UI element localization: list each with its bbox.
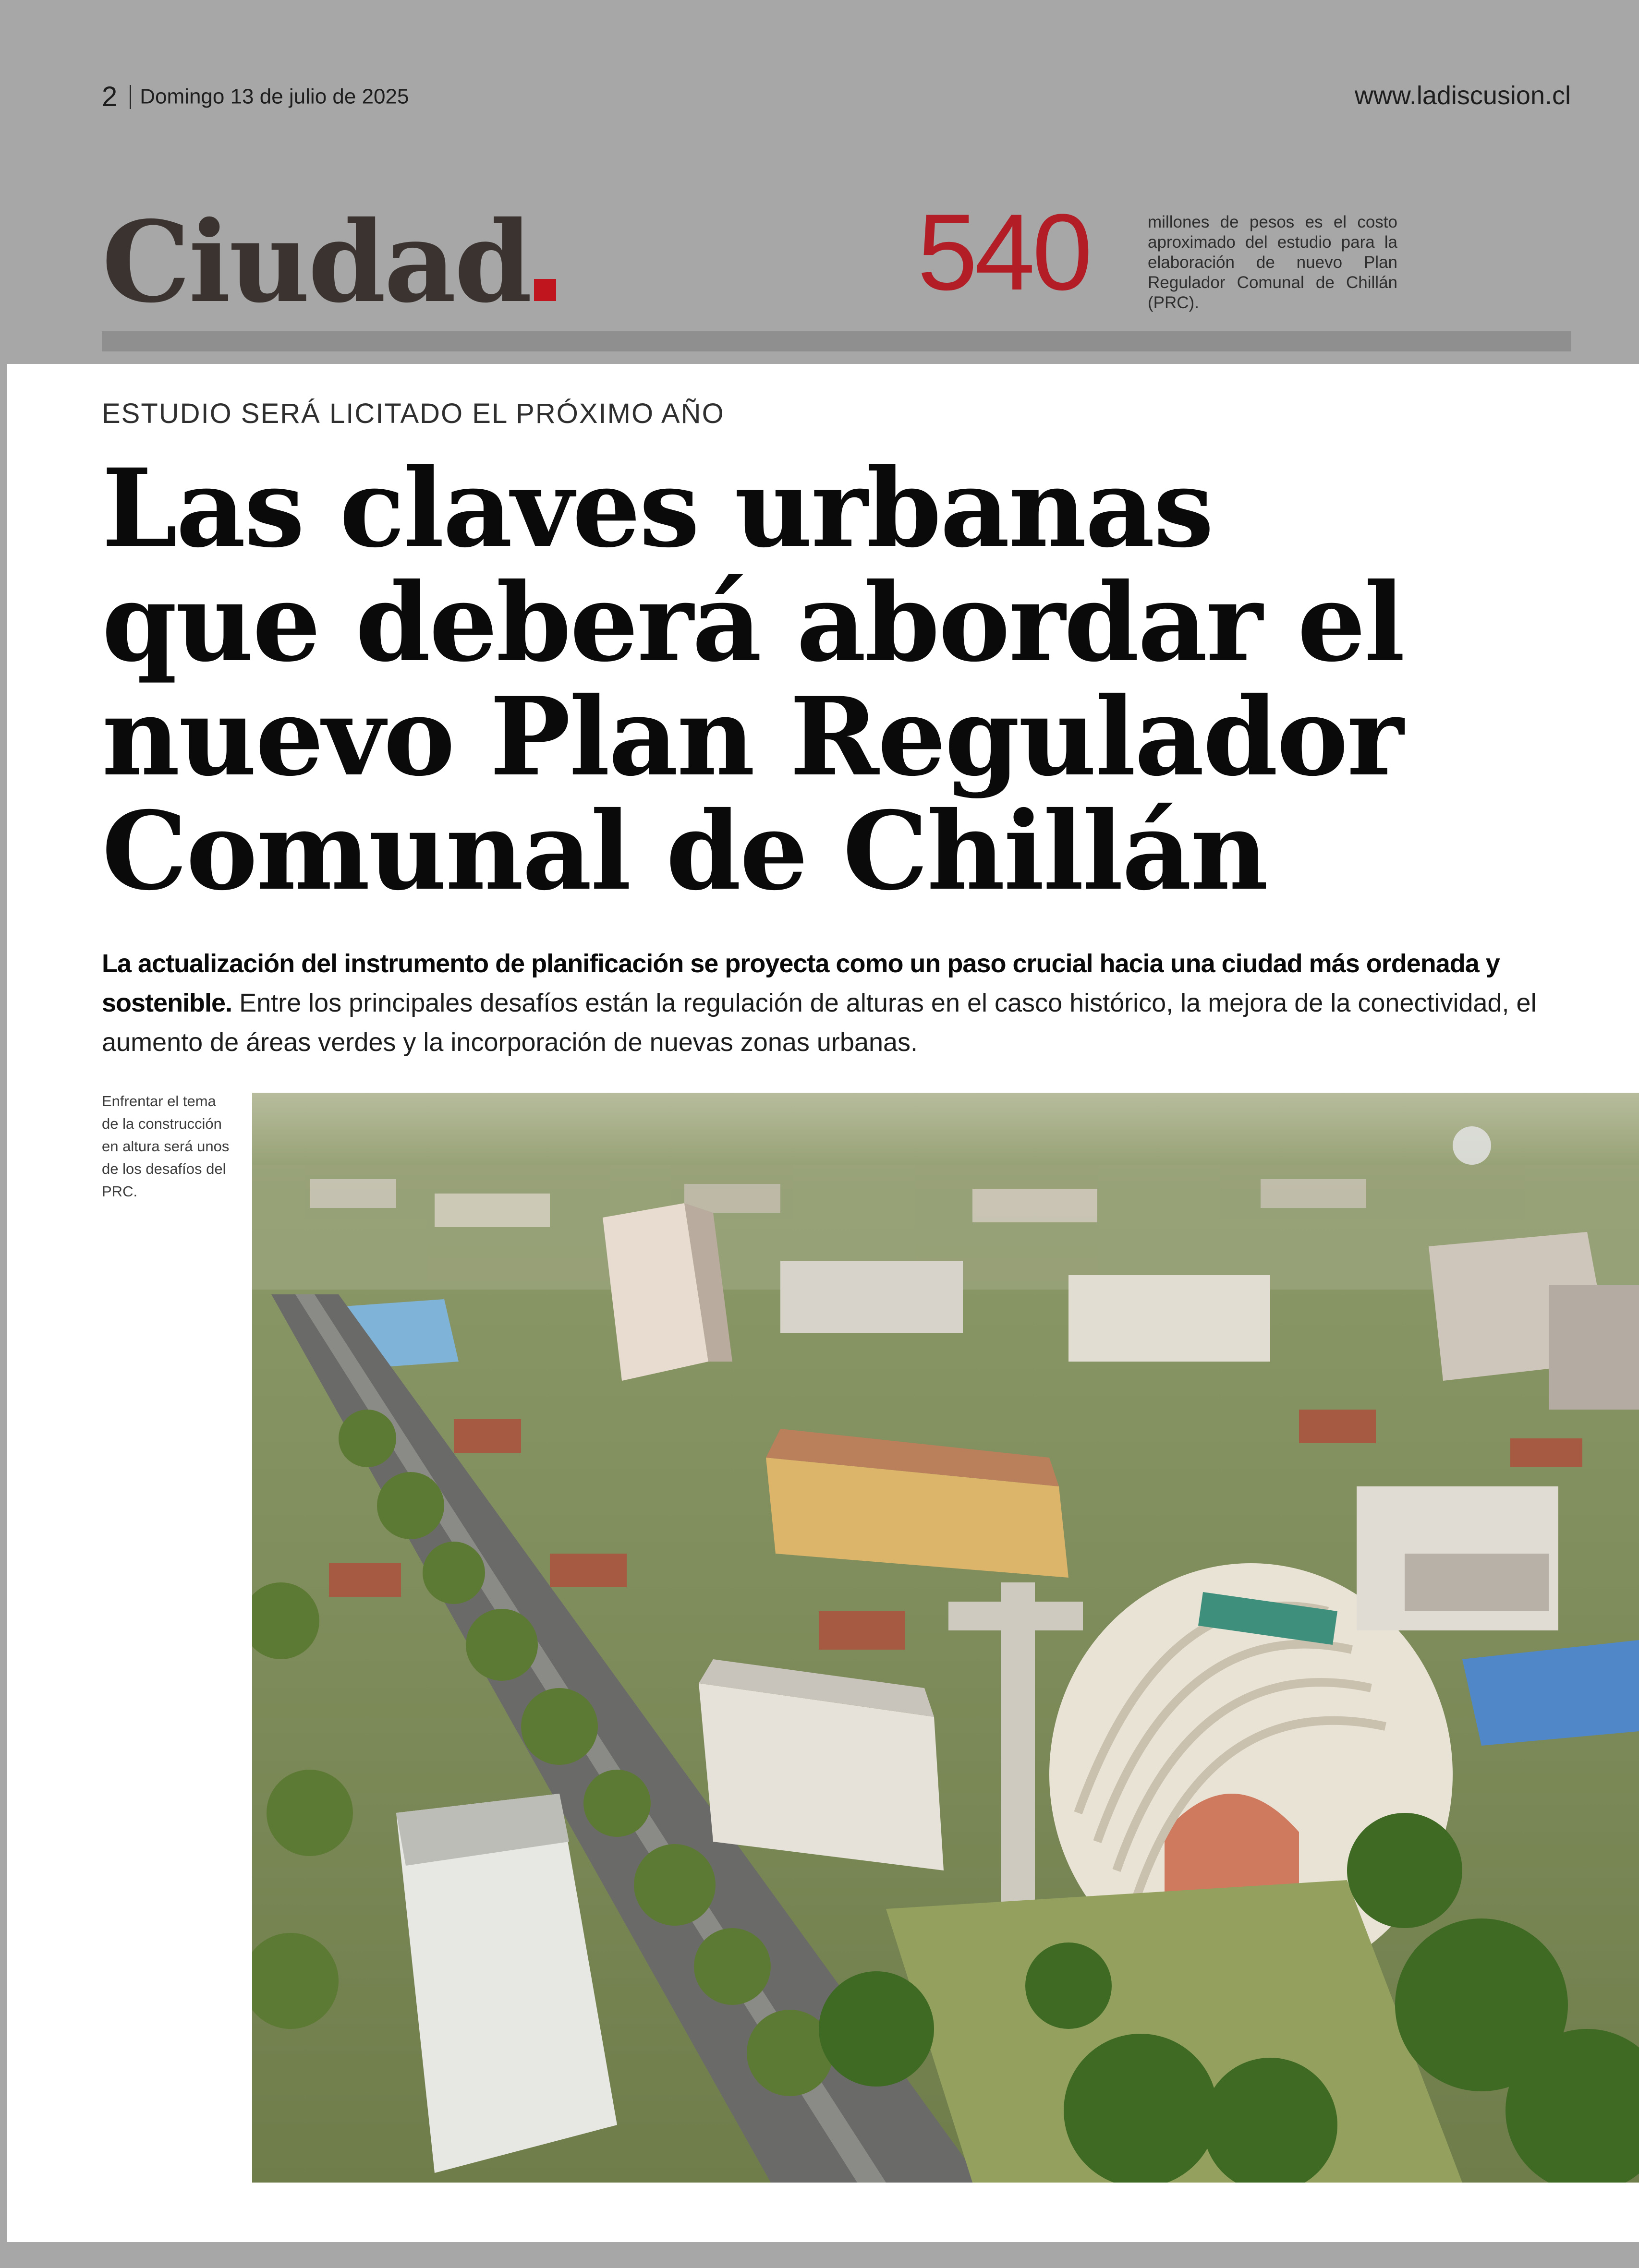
section-accent-dot bbox=[534, 279, 556, 301]
article-headline bbox=[102, 445, 1566, 914]
aerial-photo-illustration bbox=[252, 1093, 1639, 2183]
stat-description: millones de pesos es el costo aproximado del estudio para la elaboración de nuevo Plan Regulador Comunal de Chillán (PRC). bbox=[1148, 213, 1397, 312]
section-title-text: Ciudad bbox=[102, 196, 531, 327]
aerial-city-photo bbox=[252, 1093, 1639, 2183]
lede-bold: La actualización del instrumento de planificación se proyecta como un paso crucial hacia una ciudad más ordenada y sostenible. bbox=[102, 949, 1500, 1017]
publication-date: Domingo 13 de julio de 2025 bbox=[140, 84, 409, 109]
headline-line: que deberá abordar el bbox=[102, 559, 1404, 686]
section-title bbox=[102, 196, 556, 327]
header-divider bbox=[130, 85, 131, 109]
headline-line: Las claves urbanas bbox=[102, 445, 1213, 571]
page-number: 2 bbox=[102, 81, 118, 112]
stat-number: 540 bbox=[917, 191, 1090, 313]
website-url[interactable]: www.ladiscusion.cl bbox=[1354, 81, 1571, 110]
lede-text: Entre los principales desafíos están la regulación de alturas en el casco histórico, la mejora de la conectividad, el aumento de áreas verdes y la incorporación de nuevas zonas urbanas. bbox=[102, 989, 1537, 1057]
page-header-meta bbox=[102, 81, 409, 113]
header-rule bbox=[102, 331, 1571, 351]
headline-line: nuevo Plan Regulador bbox=[102, 674, 1402, 800]
article-kicker: ESTUDIO SERÁ LICITADO EL PRÓXIMO AÑO bbox=[102, 398, 725, 429]
headline-line: Comunal de Chillán bbox=[102, 788, 1267, 914]
photo-caption: Enfrentar el tema de la construcción en altura será unos de los desafíos del PRC. bbox=[102, 1093, 230, 1200]
article-lede bbox=[102, 944, 1571, 1062]
